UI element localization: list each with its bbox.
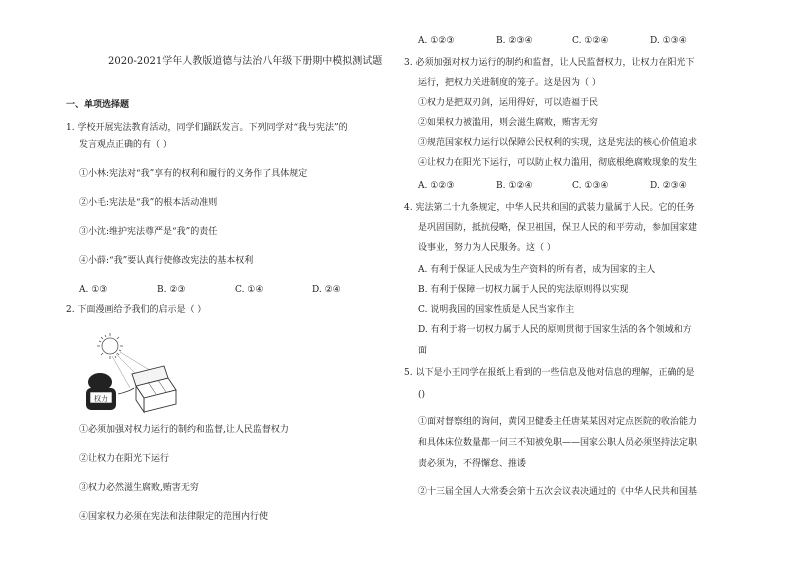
q2-statement-3: ③权力必然滋生腐败,贿害无穷 — [79, 483, 199, 493]
q1-option-d: D. ②④ — [312, 285, 341, 295]
q1-stem-line2: 发言观点正确的有（ ） — [79, 140, 172, 150]
q4-option-c: C. 说明我国的国家性质是人民当家作主 — [418, 305, 575, 315]
q2-option-d: D. ①③④ — [650, 36, 687, 46]
q1-option-b: B. ②③ — [157, 285, 186, 295]
q4-stem-line1: 4. 宪法第二十九条规定，中华人民共和国的武装力量属于人民。它的任务 — [404, 203, 695, 213]
q3-option-a: A. ①②③ — [418, 181, 455, 191]
open-cage-illustration — [132, 366, 176, 412]
sun-illustration — [97, 333, 123, 359]
q4-stem-line2: 是巩固国防，抵抗侵略，保卫祖国，保卫人民的和平劳动，参加国家建 — [418, 223, 698, 233]
q4-stem-line3: 设事业，努力为人民服务。这（ ） — [418, 243, 556, 253]
q3-statement-2: ②如果权力被滥用，则会滋生腐败，贿害无穷 — [418, 118, 599, 128]
q5-statement-1-line1: ①面对督察组的询问，黄冈卫健委主任唐某某因对定点医院的收治能力 — [418, 417, 698, 427]
power-figure-illustration — [86, 373, 134, 410]
q2-option-c: C. ①②④ — [572, 36, 609, 46]
q5-statement-2: ②十三届全国人大常委会第十五次会议表决通过的《中华人民共和国基 — [418, 487, 698, 497]
q3-option-d: D. ②③④ — [650, 181, 687, 191]
q3-stem-line2: 运行，把权力关进制度的笼子。这是因为（ ） — [418, 78, 601, 88]
q1-statement-4: ④小薛:“我”要认真行使修改宪法的基本权利 — [79, 256, 254, 266]
q4-option-d-line2: 面 — [418, 346, 428, 356]
section-heading: 一、单项选择题 — [66, 100, 130, 110]
q4-option-d-line1: D. 有利于将一切权力属于人民的原则贯彻于国家生活的各个领域和方 — [418, 325, 692, 335]
q4-option-a: A. 有利于保证人民成为生产资料的所有者，成为国家的主人 — [418, 265, 656, 275]
q1-statement-2: ②小毛:宪法是“我”的根本活动准则 — [79, 198, 218, 208]
q4-option-b: B. 有利于保障一切权力属于人民的宪法原则得以实现 — [418, 285, 629, 295]
q5-statement-1-line2: 和具体床位数量都一问三不知被免职——国家公职人员必须坚持法定职 — [418, 438, 698, 448]
exam-title: 2020-2021学年人教版道德与法治八年级下册期中模拟测试题 — [108, 56, 383, 67]
q2-option-b: B. ②③④ — [496, 36, 533, 46]
q5-stem-line1: 5. 以下是小王同学在报纸上看到的一些信息及他对信息的理解，正确的是 — [404, 368, 695, 378]
q1-stem-line1: 1. 学校开展宪法教育活动，同学们踊跃发言。下列同学对“我与宪法”的 — [66, 123, 348, 133]
q3-stem-line1: 3. 必须加强对权力运行的制约和监督，让人民监督权力，让权力在阳光下 — [404, 58, 695, 68]
q3-option-c: C. ①③④ — [572, 181, 609, 191]
q2-statement-2: ②让权力在阳光下运行 — [79, 454, 170, 464]
q5-stem-line2: () — [418, 390, 426, 400]
q1-statement-3: ③小沈:维护宪法尊严是“我”的责任 — [79, 227, 218, 237]
q2-statement-1: ①必须加强对权力运行的制约和监督,让人民监督权力 — [79, 425, 289, 435]
q3-statement-1: ①权力是把双刃剑，运用得好，可以造福于民 — [418, 98, 599, 108]
q1-statement-1: ①小林:宪法对“我”享有的权利和履行的义务作了具体规定 — [79, 169, 308, 179]
q2-option-a: A. ①②③ — [418, 36, 455, 46]
q3-statement-4: ④让权力在阳光下运行，可以防止权力滥用，彻底根绝腐败现象的发生 — [418, 158, 698, 168]
q3-option-b: B. ①②④ — [496, 181, 533, 191]
q2-statement-4: ④国家权力必须在宪法和法律限定的范围内行使 — [79, 512, 269, 522]
q1-option-c: C. ①④ — [235, 285, 264, 295]
q5-statement-1-line3: 责必须为，不得懈怠、推诿 — [418, 459, 527, 469]
cartoon-power-label: 权力 — [94, 395, 108, 403]
q3-statement-3: ③规范国家权力运行以保障公民权利的实现，这是宪法的核心价值追求 — [418, 138, 698, 148]
q2-cartoon — [72, 332, 192, 414]
q2-stem: 2. 下面漫画给予我们的启示是（ ） — [66, 305, 207, 315]
q1-option-a: A. ①③ — [79, 285, 108, 295]
